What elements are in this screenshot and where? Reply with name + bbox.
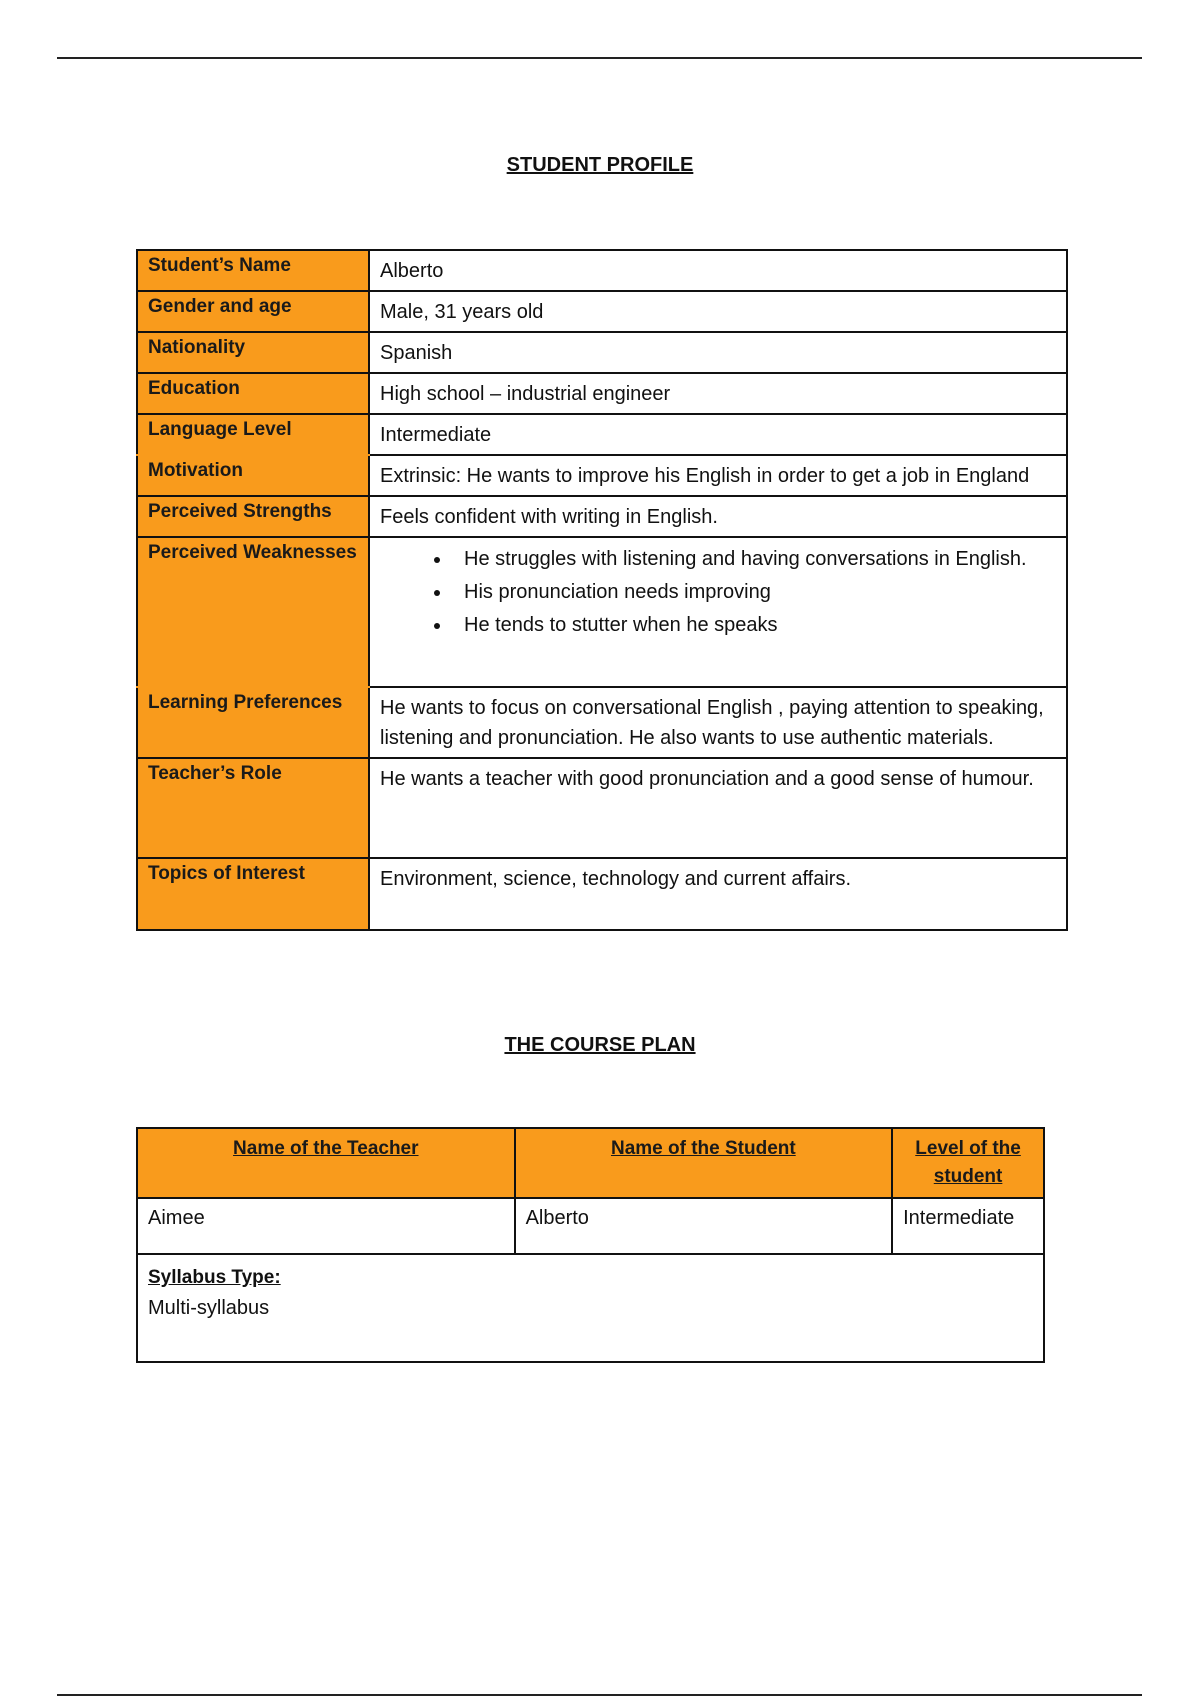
syllabus-value: Multi-syllabus xyxy=(148,1297,270,1319)
table-row xyxy=(137,1198,1044,1254)
row-value: Alberto xyxy=(369,250,1067,291)
header-teacher: Name of the Teacher xyxy=(137,1128,515,1198)
row-value: Intermediate xyxy=(369,414,1067,455)
row-label: Student’s Name xyxy=(137,250,369,291)
table-row xyxy=(137,373,1067,414)
row-value xyxy=(369,537,1067,687)
row-value: Spanish xyxy=(369,332,1067,373)
teacher-name: Aimee xyxy=(137,1198,515,1254)
student-name: Alberto xyxy=(515,1198,893,1254)
row-label: Language Level xyxy=(137,414,369,455)
student-profile-table xyxy=(136,249,1068,931)
table-row xyxy=(137,687,1067,758)
row-value: High school – industrial engineer xyxy=(369,373,1067,414)
table-row xyxy=(137,537,1067,687)
row-label: Topics of Interest xyxy=(137,858,369,930)
table-row xyxy=(137,250,1067,291)
table-row xyxy=(137,496,1067,537)
row-value: Feels confident with writing in English. xyxy=(369,496,1067,537)
table-row xyxy=(137,858,1067,930)
table-row xyxy=(137,332,1067,373)
row-label: Teacher’s Role xyxy=(137,758,369,858)
student-profile-title: STUDENT PROFILE xyxy=(506,154,694,176)
table-row xyxy=(137,455,1067,496)
course-plan-title: THE COURSE PLAN xyxy=(504,1034,696,1056)
row-label: Motivation xyxy=(137,455,369,496)
row-value: Environment, science, technology and current affairs. xyxy=(369,858,1067,930)
row-label: Learning Preferences xyxy=(137,687,369,758)
course-plan-table xyxy=(136,1127,1045,1363)
row-label: Perceived Weaknesses xyxy=(137,537,369,687)
table-header-row xyxy=(137,1128,1044,1198)
list-item: • He struggles with listening and having conversations in English. xyxy=(452,544,1056,574)
row-label: Gender and age xyxy=(137,291,369,332)
table-row xyxy=(137,414,1067,455)
row-value: He wants to focus on conversational English , paying attention to speaking, listening and pronunciation. He also wants to use authentic materials. xyxy=(369,687,1067,758)
header-student: Name of the Student xyxy=(515,1128,893,1198)
syllabus-cell xyxy=(137,1254,1044,1362)
table-row xyxy=(137,1254,1044,1362)
syllabus-label: Syllabus Type: xyxy=(148,1267,281,1288)
table-row xyxy=(137,758,1067,858)
top-rule xyxy=(57,57,1142,59)
header-level: Level of the student xyxy=(892,1128,1044,1198)
list-item: • His pronunciation needs improving xyxy=(452,577,1056,607)
student-level: Intermediate xyxy=(892,1198,1044,1254)
row-label: Nationality xyxy=(137,332,369,373)
row-value: Extrinsic: He wants to improve his English in order to get a job in England xyxy=(369,455,1067,496)
table-row xyxy=(137,291,1067,332)
row-value: He wants a teacher with good pronunciation and a good sense of humour. xyxy=(369,758,1067,858)
row-value: Male, 31 years old xyxy=(369,291,1067,332)
weaknesses-list xyxy=(380,544,1056,640)
row-label: Education xyxy=(137,373,369,414)
list-item: • He tends to stutter when he speaks xyxy=(452,610,1056,640)
row-label: Perceived Strengths xyxy=(137,496,369,537)
bottom-rule xyxy=(57,1694,1142,1696)
